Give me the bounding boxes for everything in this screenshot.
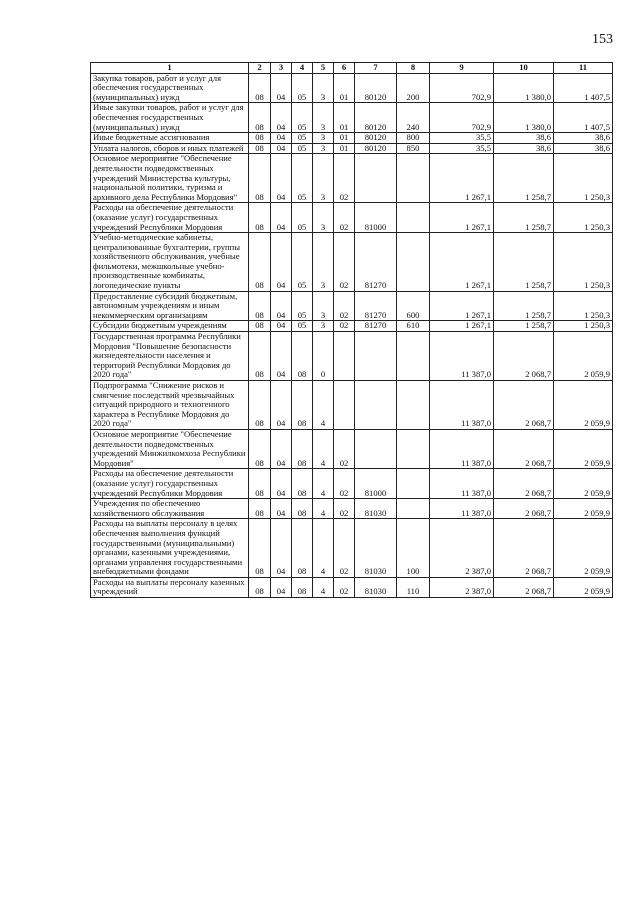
column-header: 1 bbox=[91, 63, 249, 74]
code-subsection: 05 bbox=[292, 133, 313, 144]
code-subprogram: 01 bbox=[334, 103, 355, 133]
code-section: 04 bbox=[271, 133, 292, 144]
amount-year-1: 2 387,0 bbox=[430, 519, 494, 578]
code-target bbox=[355, 154, 397, 203]
column-header: 2 bbox=[249, 63, 271, 74]
code-subsection: 05 bbox=[292, 203, 313, 233]
amount-year-1: 11 387,0 bbox=[430, 429, 494, 468]
code-subprogram: 01 bbox=[334, 73, 355, 103]
amount-year-2: 1 380,0 bbox=[494, 103, 554, 133]
code-subsection: 05 bbox=[292, 103, 313, 133]
code-expense-type: 850 bbox=[397, 143, 430, 154]
code-expense-type: 100 bbox=[397, 519, 430, 578]
amount-year-1: 1 267,1 bbox=[430, 321, 494, 332]
code-subprogram: 01 bbox=[334, 143, 355, 154]
code-ministry: 08 bbox=[249, 499, 271, 519]
row-description: Подпрограмма "Снижение рисков и смягчение последствий чрезвычайных ситуаций природного и техногенного характера в Республике Мордовия до 2020 года" bbox=[91, 381, 249, 430]
column-header: 3 bbox=[271, 63, 292, 74]
table-body bbox=[91, 73, 613, 597]
code-program: 3 bbox=[313, 233, 334, 292]
amount-year-1: 11 387,0 bbox=[430, 381, 494, 430]
code-subsection: 08 bbox=[292, 499, 313, 519]
amount-year-3: 2 059,9 bbox=[554, 577, 613, 597]
code-expense-type bbox=[397, 154, 430, 203]
amount-year-3: 38,6 bbox=[554, 143, 613, 154]
table-row bbox=[91, 577, 613, 597]
code-section: 04 bbox=[271, 381, 292, 430]
table-row bbox=[91, 233, 613, 292]
row-description: Расходы на выплаты персоналу казенных учреждений bbox=[91, 577, 249, 597]
amount-year-3: 1 250,3 bbox=[554, 203, 613, 233]
row-description: Закупка товаров, работ и услуг для обеспечения государственных (муниципальных) нужд bbox=[91, 73, 249, 103]
code-expense-type bbox=[397, 233, 430, 292]
table-row bbox=[91, 519, 613, 578]
amount-year-1: 702,9 bbox=[430, 103, 494, 133]
code-subsection: 08 bbox=[292, 577, 313, 597]
amount-year-1: 2 387,0 bbox=[430, 577, 494, 597]
column-header: 10 bbox=[494, 63, 554, 74]
table-row bbox=[91, 429, 613, 468]
code-target: 81030 bbox=[355, 577, 397, 597]
code-program: 0 bbox=[313, 332, 334, 381]
code-target bbox=[355, 332, 397, 381]
code-subprogram: 02 bbox=[334, 203, 355, 233]
code-target: 81000 bbox=[355, 469, 397, 499]
code-expense-type bbox=[397, 203, 430, 233]
code-subsection: 05 bbox=[292, 291, 313, 321]
table-row bbox=[91, 499, 613, 519]
code-expense-type bbox=[397, 429, 430, 468]
code-subsection: 08 bbox=[292, 519, 313, 578]
row-description: Расходы на обеспечение деятельности (оказание услуг) государственных учреждений Республики Мордовия bbox=[91, 469, 249, 499]
code-expense-type: 200 bbox=[397, 73, 430, 103]
table-row bbox=[91, 332, 613, 381]
amount-year-3: 2 059,9 bbox=[554, 519, 613, 578]
code-section: 04 bbox=[271, 321, 292, 332]
table-row bbox=[91, 103, 613, 133]
amount-year-1: 35,5 bbox=[430, 143, 494, 154]
code-ministry: 08 bbox=[249, 143, 271, 154]
code-expense-type bbox=[397, 469, 430, 499]
row-description: Государственная программа Республики Мордовия "Повышение безопасности жизнедеятельности населения и территорий Республики Мордовия до 2020 года" bbox=[91, 332, 249, 381]
code-expense-type: 610 bbox=[397, 321, 430, 332]
code-program: 3 bbox=[313, 143, 334, 154]
code-section: 04 bbox=[271, 332, 292, 381]
code-expense-type bbox=[397, 381, 430, 430]
code-expense-type: 240 bbox=[397, 103, 430, 133]
code-subsection: 05 bbox=[292, 143, 313, 154]
table-row bbox=[91, 73, 613, 103]
code-subsection: 08 bbox=[292, 332, 313, 381]
table-row bbox=[91, 154, 613, 203]
table-row bbox=[91, 469, 613, 499]
code-ministry: 08 bbox=[249, 133, 271, 144]
code-ministry: 08 bbox=[249, 73, 271, 103]
table-row bbox=[91, 321, 613, 332]
amount-year-2: 1 258,7 bbox=[494, 233, 554, 292]
row-description: Уплата налогов, сборов и иных платежей bbox=[91, 143, 249, 154]
code-subprogram: 02 bbox=[334, 469, 355, 499]
amount-year-2: 2 068,7 bbox=[494, 429, 554, 468]
code-subsection: 08 bbox=[292, 469, 313, 499]
row-description: Иные закупки товаров, работ и услуг для обеспечения государственных (муниципальных) нужд bbox=[91, 103, 249, 133]
code-ministry: 08 bbox=[249, 332, 271, 381]
amount-year-3: 1 250,3 bbox=[554, 321, 613, 332]
column-header: 11 bbox=[554, 63, 613, 74]
amount-year-2: 2 068,7 bbox=[494, 519, 554, 578]
row-description: Предоставление субсидий бюджетным, автономным учреждениям и иным некоммерческим организациям bbox=[91, 291, 249, 321]
code-ministry: 08 bbox=[249, 469, 271, 499]
code-expense-type: 600 bbox=[397, 291, 430, 321]
table-row bbox=[91, 143, 613, 154]
table-row bbox=[91, 133, 613, 144]
column-header: 5 bbox=[313, 63, 334, 74]
code-section: 04 bbox=[271, 143, 292, 154]
amount-year-2: 2 068,7 bbox=[494, 499, 554, 519]
code-subprogram: 01 bbox=[334, 133, 355, 144]
code-ministry: 08 bbox=[249, 154, 271, 203]
amount-year-2: 2 068,7 bbox=[494, 332, 554, 381]
code-section: 04 bbox=[271, 499, 292, 519]
code-subsection: 08 bbox=[292, 381, 313, 430]
code-target: 80120 bbox=[355, 103, 397, 133]
code-subprogram: 02 bbox=[334, 519, 355, 578]
code-target: 80120 bbox=[355, 133, 397, 144]
row-description: Основное мероприятие "Обеспечение деятельности подведомственных учреждений Минжилкомхоза Республики Мордовия" bbox=[91, 429, 249, 468]
code-subprogram: 02 bbox=[334, 499, 355, 519]
row-description: Субсидии бюджетным учреждениям bbox=[91, 321, 249, 332]
code-ministry: 08 bbox=[249, 103, 271, 133]
code-subsection: 05 bbox=[292, 154, 313, 203]
code-program: 4 bbox=[313, 429, 334, 468]
code-subsection: 05 bbox=[292, 73, 313, 103]
amount-year-1: 1 267,1 bbox=[430, 154, 494, 203]
code-target: 80120 bbox=[355, 143, 397, 154]
code-program: 4 bbox=[313, 577, 334, 597]
row-description: Расходы на выплаты персоналу в целях обеспечения выполнения функций государственными (муниципальными) органами, казенными учреждениями, органами управления государственными внебюджетными фондами bbox=[91, 519, 249, 578]
code-expense-type: 800 bbox=[397, 133, 430, 144]
table-row bbox=[91, 291, 613, 321]
code-subsection: 05 bbox=[292, 321, 313, 332]
amount-year-1: 11 387,0 bbox=[430, 499, 494, 519]
amount-year-3: 1 250,3 bbox=[554, 154, 613, 203]
amount-year-1: 702,9 bbox=[430, 73, 494, 103]
code-subsection: 08 bbox=[292, 429, 313, 468]
amount-year-1: 1 267,1 bbox=[430, 203, 494, 233]
code-expense-type bbox=[397, 332, 430, 381]
amount-year-1: 11 387,0 bbox=[430, 469, 494, 499]
column-header: 7 bbox=[355, 63, 397, 74]
amount-year-2: 1 380,0 bbox=[494, 73, 554, 103]
code-target: 80120 bbox=[355, 73, 397, 103]
amount-year-2: 2 068,7 bbox=[494, 381, 554, 430]
code-section: 04 bbox=[271, 469, 292, 499]
code-target: 81270 bbox=[355, 233, 397, 292]
column-header: 9 bbox=[430, 63, 494, 74]
amount-year-1: 11 387,0 bbox=[430, 332, 494, 381]
code-ministry: 08 bbox=[249, 429, 271, 468]
code-subprogram: 02 bbox=[334, 233, 355, 292]
amount-year-3: 1 407,5 bbox=[554, 103, 613, 133]
code-program: 4 bbox=[313, 519, 334, 578]
amount-year-2: 2 068,7 bbox=[494, 469, 554, 499]
code-program: 3 bbox=[313, 103, 334, 133]
amount-year-3: 2 059,9 bbox=[554, 381, 613, 430]
amount-year-3: 1 250,3 bbox=[554, 233, 613, 292]
amount-year-3: 2 059,9 bbox=[554, 332, 613, 381]
code-program: 3 bbox=[313, 73, 334, 103]
code-subprogram: 02 bbox=[334, 577, 355, 597]
code-target: 81270 bbox=[355, 321, 397, 332]
code-section: 04 bbox=[271, 73, 292, 103]
column-header: 6 bbox=[334, 63, 355, 74]
code-ministry: 08 bbox=[249, 203, 271, 233]
code-section: 04 bbox=[271, 103, 292, 133]
code-ministry: 08 bbox=[249, 233, 271, 292]
code-program: 3 bbox=[313, 291, 334, 321]
row-description: Иные бюджетные ассигнования bbox=[91, 133, 249, 144]
code-program: 4 bbox=[313, 469, 334, 499]
code-subprogram: 02 bbox=[334, 154, 355, 203]
header-row bbox=[91, 63, 613, 74]
amount-year-2: 1 258,7 bbox=[494, 154, 554, 203]
code-subprogram bbox=[334, 332, 355, 381]
amount-year-3: 1 407,5 bbox=[554, 73, 613, 103]
code-ministry: 08 bbox=[249, 291, 271, 321]
code-section: 04 bbox=[271, 233, 292, 292]
code-expense-type: 110 bbox=[397, 577, 430, 597]
code-program: 3 bbox=[313, 321, 334, 332]
code-target: 81270 bbox=[355, 291, 397, 321]
budget-table bbox=[90, 62, 613, 598]
amount-year-2: 38,6 bbox=[494, 143, 554, 154]
amount-year-2: 38,6 bbox=[494, 133, 554, 144]
amount-year-2: 1 258,7 bbox=[494, 291, 554, 321]
amount-year-1: 1 267,1 bbox=[430, 233, 494, 292]
code-section: 04 bbox=[271, 577, 292, 597]
table-row bbox=[91, 381, 613, 430]
code-ministry: 08 bbox=[249, 519, 271, 578]
amount-year-3: 2 059,9 bbox=[554, 429, 613, 468]
column-header: 4 bbox=[292, 63, 313, 74]
amount-year-3: 1 250,3 bbox=[554, 291, 613, 321]
code-subsection: 05 bbox=[292, 233, 313, 292]
code-expense-type bbox=[397, 499, 430, 519]
code-program: 3 bbox=[313, 203, 334, 233]
code-ministry: 08 bbox=[249, 321, 271, 332]
code-program: 4 bbox=[313, 499, 334, 519]
code-target bbox=[355, 429, 397, 468]
code-subprogram: 02 bbox=[334, 429, 355, 468]
amount-year-1: 1 267,1 bbox=[430, 291, 494, 321]
amount-year-2: 1 258,7 bbox=[494, 203, 554, 233]
code-subprogram: 02 bbox=[334, 291, 355, 321]
amount-year-3: 2 059,9 bbox=[554, 469, 613, 499]
code-section: 04 bbox=[271, 203, 292, 233]
page-number: 153 bbox=[592, 32, 613, 47]
code-target: 81000 bbox=[355, 203, 397, 233]
row-description: Учебно-методические кабинеты, централизованные бухгалтерии, группы хозяйственного обслуживания, учебные фильмотеки, межшкольные учебно-производственные комбинаты, логопедические пункты bbox=[91, 233, 249, 292]
code-program: 4 bbox=[313, 381, 334, 430]
amount-year-3: 2 059,9 bbox=[554, 499, 613, 519]
amount-year-2: 2 068,7 bbox=[494, 577, 554, 597]
code-ministry: 08 bbox=[249, 577, 271, 597]
code-target: 81030 bbox=[355, 499, 397, 519]
code-program: 3 bbox=[313, 133, 334, 144]
code-target: 81030 bbox=[355, 519, 397, 578]
table-row bbox=[91, 203, 613, 233]
amount-year-3: 38,6 bbox=[554, 133, 613, 144]
code-program: 3 bbox=[313, 154, 334, 203]
amount-year-1: 35,5 bbox=[430, 133, 494, 144]
amount-year-2: 1 258,7 bbox=[494, 321, 554, 332]
code-ministry: 08 bbox=[249, 381, 271, 430]
row-description: Учреждения по обеспечению хозяйственного обслуживания bbox=[91, 499, 249, 519]
code-section: 04 bbox=[271, 154, 292, 203]
code-subprogram bbox=[334, 381, 355, 430]
code-target bbox=[355, 381, 397, 430]
code-section: 04 bbox=[271, 519, 292, 578]
column-header: 8 bbox=[397, 63, 430, 74]
code-section: 04 bbox=[271, 291, 292, 321]
row-description: Расходы на обеспечение деятельности (оказание услуг) государственных учреждений Республики Мордовия bbox=[91, 203, 249, 233]
code-subprogram: 02 bbox=[334, 321, 355, 332]
row-description: Основное мероприятие "Обеспечение деятельности подведомственных учреждений Министерства культуры, национальной политики, туризма и архивного дела Республики Мордовия" bbox=[91, 154, 249, 203]
code-section: 04 bbox=[271, 429, 292, 468]
